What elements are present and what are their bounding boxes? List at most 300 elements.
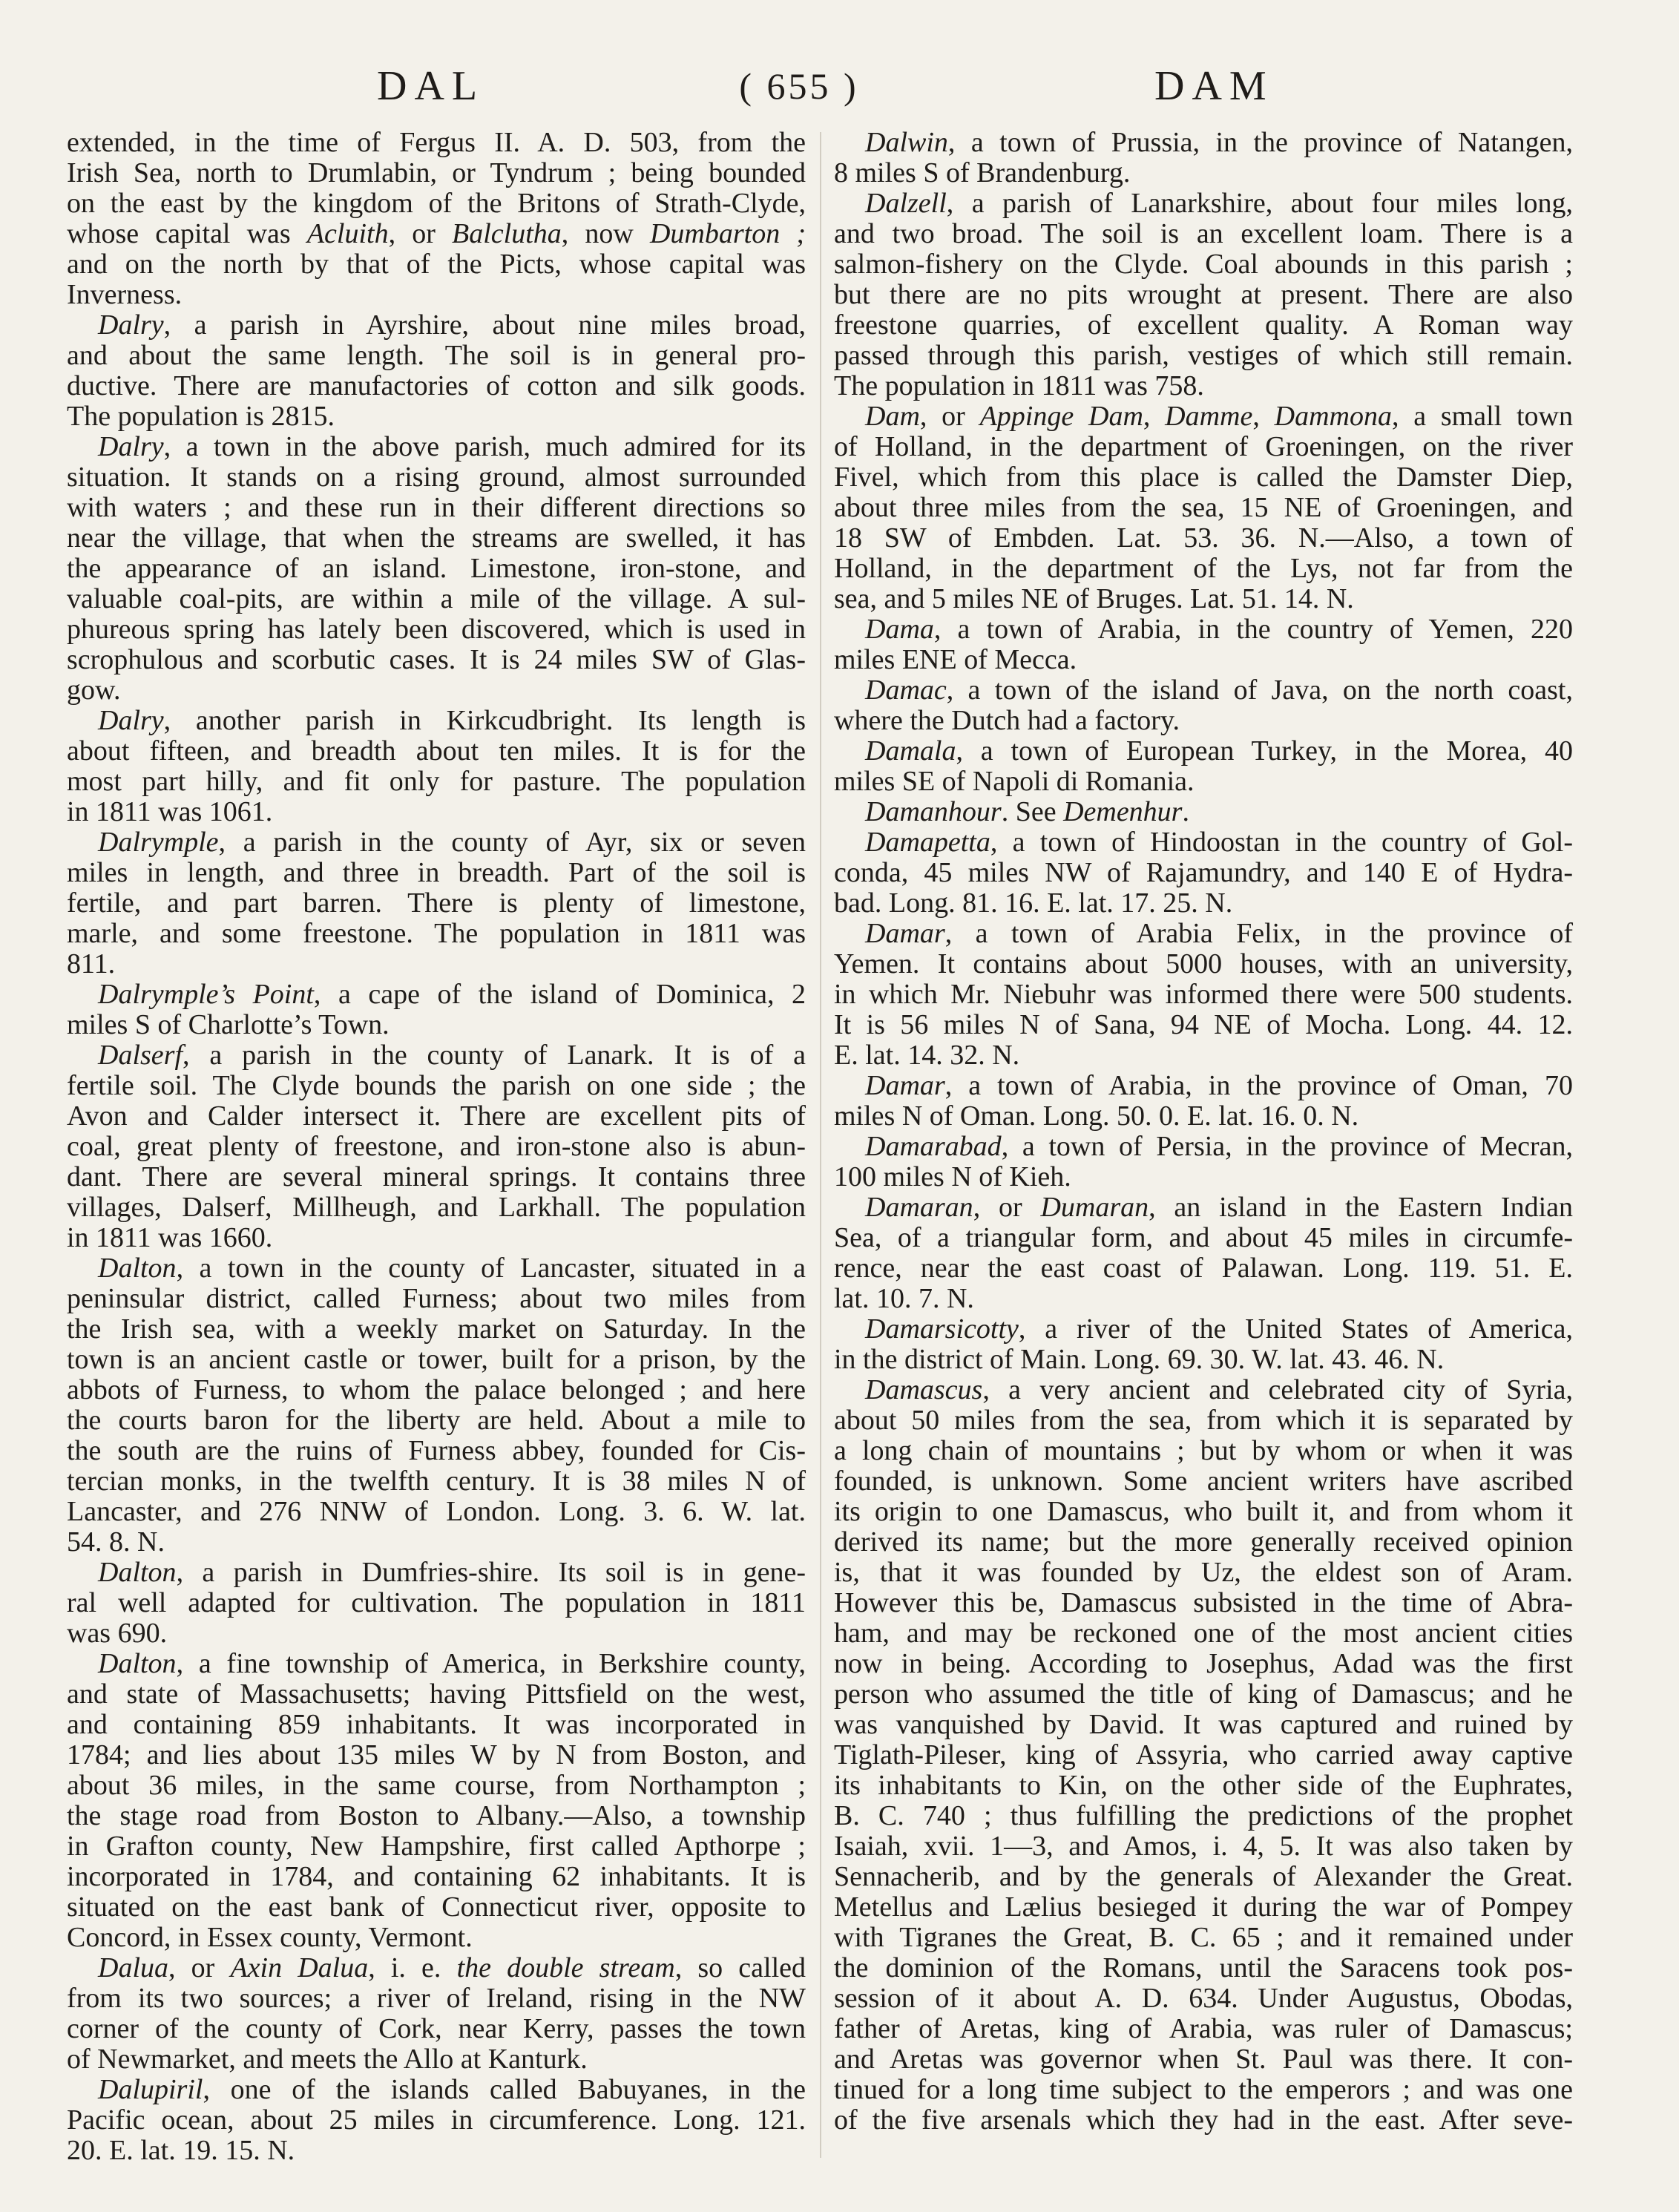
text-run: , another parish in Kirkcudbright. Its length is	[163, 705, 806, 736]
text-line	[834, 371, 1573, 401]
text-run: with Tigranes the Great, B. C. 65 ; and it remained under	[834, 1922, 1573, 1953]
text-run: miles ENE of Mecca.	[834, 644, 1077, 675]
entry-headword: Dama	[865, 614, 934, 645]
text-run: passed through this parish, vestiges of which still remain.	[834, 340, 1573, 371]
italic-text: Dumbarton ;	[649, 218, 806, 249]
text-line	[67, 280, 806, 310]
text-line	[67, 1558, 806, 1588]
text-run: is, that it was founded by Uz, the eldest son of Aram.	[834, 1557, 1573, 1588]
text-run: , a town in the county of Lancaster, situated in a	[176, 1253, 806, 1284]
gazetteer-entry	[67, 706, 806, 827]
text-line	[834, 1466, 1573, 1497]
text-run: The population in 1811 was 758.	[834, 370, 1204, 401]
text-line	[67, 432, 806, 462]
italic-text: Balclutha	[452, 218, 562, 249]
text-run: phureous spring has lately been discovered, which is used in	[67, 614, 806, 645]
text-run: miles SE of Napoli di Romania.	[834, 766, 1195, 797]
text-line	[834, 432, 1573, 462]
text-line	[834, 1436, 1573, 1466]
gazetteer-entry	[834, 128, 1573, 188]
text-run: father of Aretas, king of Arabia, was ruler of Damascus;	[834, 2013, 1573, 2044]
text-run: , a parish in the county of Lanark. It is of a	[183, 1040, 806, 1071]
text-run: person who assumed the title of king of Damascus; and he	[834, 1678, 1573, 1710]
entry-headword: Damarabad	[865, 1131, 1002, 1162]
text-run: marle, and some freestone. The population in 1811 was	[67, 918, 806, 949]
text-run: B. C. 740 ; thus fulfilling the predictions of the prophet	[834, 1800, 1573, 1831]
text-run: salmon-fishery on the Clyde. Coal abounds in this parish ;	[834, 249, 1573, 280]
text-run: ductive. There are manufactories of cotton and silk goods.	[67, 370, 806, 401]
text-line	[834, 1649, 1573, 1679]
text-run: miles in length, and three in breadth. Part of the soil is	[67, 857, 806, 888]
text-run: , or	[168, 1952, 231, 1983]
entry-headword: Damar	[865, 1070, 945, 1101]
gazetteer-entry	[834, 1192, 1573, 1314]
text-line	[834, 554, 1573, 584]
text-run: , an island in the Eastern Indian	[1149, 1192, 1574, 1223]
text-line	[834, 614, 1573, 645]
text-line	[67, 1405, 806, 1436]
italic-text: Dammona	[1274, 401, 1392, 432]
text-run: Metellus and Lælius besieged it during the war of Pompey	[834, 1891, 1573, 1923]
text-line	[834, 1405, 1573, 1436]
text-run: However this be, Damascus subsisted in the time of Abra-	[834, 1587, 1573, 1618]
text-run: valuable coal-pits, are within a mile of the village. A sul-	[67, 583, 806, 614]
text-line	[67, 675, 806, 706]
text-run: the courts baron for the liberty are held. About a mile to	[67, 1405, 806, 1436]
text-run: near the village, that when the streams are swelled, it has	[67, 522, 806, 554]
text-line	[67, 1345, 806, 1375]
entry-headword: Dalry	[98, 309, 164, 341]
text-line	[834, 1192, 1573, 1223]
text-run: corner of the county of Cork, near Kerry, passes the town	[67, 2013, 806, 2044]
text-run: , a parish of Lanarkshire, about four miles long,	[946, 188, 1573, 219]
text-line	[67, 128, 806, 158]
gazetteer-entry	[834, 1071, 1573, 1132]
text-line	[67, 493, 806, 523]
text-run: , now	[561, 218, 650, 249]
text-line	[834, 2075, 1573, 2105]
text-run: , a cape of the island of Dominica, 2	[313, 979, 806, 1010]
text-run: with waters ; and these run in their different directions so	[67, 492, 806, 523]
text-run: session of it about A. D. 634. Under Augustus, Obodas,	[834, 1983, 1573, 2014]
column-rule	[820, 132, 821, 2158]
text-line	[67, 1831, 806, 1862]
text-run: Yemen. It contains about 5000 houses, with an university,	[834, 948, 1573, 979]
text-run: , a town of Hindoostan in the country of Gol-	[990, 827, 1573, 858]
text-run: the appearance of an island. Limestone, iron-stone, and	[67, 553, 806, 584]
text-run: the Irish sea, with a weekly market on Saturday. In the	[67, 1313, 806, 1345]
text-run: was vanquished by David. It was captured and ruined by	[834, 1709, 1573, 1740]
text-line	[67, 1162, 806, 1192]
text-run: Irish Sea, north to Drumlabin, or Tyndrum ; being bounded	[67, 157, 806, 188]
text-line	[834, 1710, 1573, 1740]
text-line	[834, 1132, 1573, 1162]
gazetteer-entry	[67, 1953, 806, 2075]
text-line	[834, 341, 1573, 371]
text-run: , a town of Persia, in the province of Mecran,	[1001, 1131, 1573, 1162]
text-run: 100 miles N of Kieh.	[834, 1161, 1071, 1192]
text-run: abbots of Furness, to whom the palace belonged ; and here	[67, 1374, 806, 1405]
text-line	[67, 1983, 806, 2014]
text-run: Inverness.	[67, 279, 183, 310]
text-run: villages, Dalserf, Millheugh, and Larkhall. The population	[67, 1192, 806, 1223]
text-run: , i. e.	[368, 1952, 457, 1983]
gazetteer-entry	[67, 1558, 806, 1649]
text-line	[834, 1831, 1573, 1862]
gazetteer-entry	[834, 401, 1573, 614]
text-run: about fifteen, and breadth about ten miles. It is for the	[67, 735, 806, 767]
text-line	[67, 1770, 806, 1801]
text-run: , so called	[674, 1952, 806, 1983]
text-line	[834, 249, 1573, 280]
text-line	[67, 1223, 806, 1253]
text-line	[834, 310, 1573, 341]
text-line	[67, 2075, 806, 2105]
text-line	[67, 888, 806, 919]
text-run: E. lat. 14. 32. N.	[834, 1040, 1020, 1071]
text-run: and containing 859 inhabitants. It was incorporated in	[67, 1709, 806, 1740]
text-run: of Holland, in the department of Groeningen, on the river	[834, 431, 1573, 462]
text-run: was 690.	[67, 1618, 168, 1649]
text-run: lat. 10. 7. N.	[834, 1283, 974, 1314]
text-run: Tiglath-Pileser, king of Assyria, who carried away captive	[834, 1739, 1573, 1770]
text-run: extended, in the time of Fergus II. A. D. 503, from the	[67, 127, 806, 158]
text-run: Sennacherib, and by the generals of Alexander the Great.	[834, 1861, 1573, 1892]
text-run: in Grafton county, New Hampshire, first called Apthorpe ;	[67, 1831, 806, 1862]
text-line	[67, 1071, 806, 1101]
text-line	[67, 645, 806, 675]
text-run: on the east by the kingdom of the Britons of Strath-Clyde,	[67, 188, 806, 219]
text-line	[67, 1527, 806, 1558]
text-run: Holland, in the department of the Lys, not far from the	[834, 553, 1573, 584]
text-run: , a fine township of America, in Berkshire county,	[176, 1648, 806, 1679]
text-line	[67, 584, 806, 614]
text-line	[834, 1588, 1573, 1618]
text-line	[834, 1892, 1573, 1923]
italic-text: Axin Dalua	[230, 1952, 369, 1983]
text-line	[67, 1132, 806, 1162]
text-line	[67, 1740, 806, 1770]
text-run: rence, near the east coast of Palawan. Long. 119. 51. E.	[834, 1253, 1573, 1284]
text-run: its origin to one Damascus, who built it, and from whom it	[834, 1496, 1573, 1527]
gazetteer-entry	[834, 827, 1573, 919]
text-line	[834, 2105, 1573, 2136]
text-run: conda, 45 miles NW of Rajamundry, and 140 E of Hydra-	[834, 857, 1573, 888]
text-line	[834, 1527, 1573, 1558]
text-line	[67, 1253, 806, 1284]
text-run: incorporated in 1784, and containing 62 inhabitants. It is	[67, 1861, 806, 1892]
text-line	[67, 1010, 806, 1040]
text-line	[67, 249, 806, 280]
text-run: , or	[919, 401, 980, 432]
entry-headword: Dalry	[98, 705, 164, 736]
text-run: Sea, of a triangular form, and about 45 miles in circumfe-	[834, 1222, 1573, 1253]
text-run: situated on the east bank of Connecticut river, opposite to	[67, 1891, 806, 1923]
text-line	[67, 1892, 806, 1923]
text-run: and Aretas was governor when St. Paul was there. It con-	[834, 2044, 1573, 2075]
text-line	[834, 1071, 1573, 1101]
text-line	[67, 1862, 806, 1892]
gazetteer-entry	[67, 1649, 806, 1953]
text-run: and two broad. The soil is an excellent loam. There is a	[834, 218, 1573, 249]
gazetteer-entry	[834, 675, 1573, 736]
entry-headword: Damala	[865, 735, 956, 767]
entry-headword: Dalzell	[865, 188, 947, 219]
text-line	[834, 645, 1573, 675]
text-line	[67, 919, 806, 949]
running-head-right: DAM	[1154, 63, 1274, 109]
text-run: , a river of the United States of America,	[1018, 1313, 1573, 1345]
text-run: ral well adapted for cultivation. The population in 1811	[67, 1587, 806, 1618]
text-line	[67, 1588, 806, 1618]
text-run: in 1811 was 1660.	[67, 1222, 273, 1253]
gazetteer-entry	[67, 310, 806, 432]
text-line	[834, 128, 1573, 158]
entry-headword: Damascus	[865, 1374, 983, 1405]
gazetteer-entry	[67, 1253, 806, 1558]
text-line	[834, 2014, 1573, 2044]
entry-headword: Dalua	[98, 1952, 168, 1983]
text-line	[834, 584, 1573, 614]
entry-headword: Dalton	[98, 1557, 177, 1588]
gazetteer-entry	[67, 2075, 806, 2166]
text-run: , a small town	[1391, 401, 1573, 432]
text-line	[67, 797, 806, 827]
text-line	[834, 919, 1573, 949]
text-line	[834, 797, 1573, 827]
text-run: Lancaster, and 276 NNW of London. Long. 3. 6. W. lat.	[67, 1496, 806, 1527]
text-line	[834, 462, 1573, 493]
text-line	[834, 979, 1573, 1010]
entry-headword: Dalton	[98, 1648, 177, 1679]
text-line	[834, 493, 1573, 523]
text-line	[67, 706, 806, 736]
text-line	[67, 1497, 806, 1527]
text-line	[834, 1223, 1573, 1253]
text-line	[834, 736, 1573, 767]
text-run: It is 56 miles N of Sana, 94 NE of Mocha. Long. 44. 12.	[834, 1009, 1573, 1040]
text-line	[834, 1010, 1573, 1040]
text-line	[834, 1101, 1573, 1132]
text-run: , a very ancient and celebrated city of Syria,	[982, 1374, 1573, 1405]
text-run: tinued for a long time subject to the emperors ; and was one	[834, 2074, 1573, 2105]
entry-headword: Damanhour	[865, 796, 1002, 827]
text-run: . See	[1001, 796, 1064, 827]
text-run: miles N of Oman. Long. 50. 0. E. lat. 16. 0. N.	[834, 1100, 1359, 1132]
text-line	[67, 158, 806, 188]
entry-headword: Damaran	[865, 1192, 973, 1223]
gazetteer-entry	[834, 1375, 1573, 2136]
text-line	[834, 1801, 1573, 1831]
text-line	[834, 1923, 1573, 1953]
text-run: peninsular district, called Furness; about two miles from	[67, 1283, 806, 1314]
text-line	[834, 1953, 1573, 1983]
gazetteer-entry	[834, 797, 1573, 827]
text-run: scrophulous and scorbutic cases. It is 24 miles SW of Glas-	[67, 644, 806, 675]
entry-headword: Damar	[865, 918, 945, 949]
entry-headword: Dalwin	[865, 127, 948, 158]
text-run: bad. Long. 81. 16. E. lat. 17. 25. N.	[834, 887, 1233, 919]
text-line	[834, 949, 1573, 979]
text-line	[834, 1314, 1573, 1345]
text-run: , a parish in Ayrshire, about nine miles broad,	[163, 309, 806, 341]
text-line	[67, 554, 806, 584]
entry-headword: Dalrymple’s Point	[98, 979, 314, 1010]
text-line	[834, 219, 1573, 249]
entry-headword: Dalton	[98, 1253, 177, 1284]
text-line	[834, 2044, 1573, 2075]
text-line	[67, 1375, 806, 1405]
text-run: in the district of Main. Long. 69. 30. W. lat. 43. 46. N.	[834, 1344, 1445, 1375]
text-run: freestone quarries, of excellent quality. A Roman way	[834, 309, 1573, 341]
text-line	[67, 2136, 806, 2166]
text-line	[834, 280, 1573, 310]
text-line	[67, 1618, 806, 1649]
text-line	[67, 1923, 806, 1953]
entry-headword: Dalry	[98, 431, 164, 462]
text-line	[67, 1649, 806, 1679]
gazetteer-entry	[834, 736, 1573, 797]
text-run: whose capital was	[67, 218, 307, 249]
text-line	[834, 1862, 1573, 1892]
text-line	[67, 1679, 806, 1710]
text-line	[67, 827, 806, 858]
text-run: Avon and Calder intersect it. There are excellent pits of	[67, 1100, 806, 1132]
text-line	[67, 219, 806, 249]
italic-text: Acluith	[306, 218, 389, 249]
text-run: fertile, and part barren. There is plenty of limestone,	[67, 887, 806, 919]
text-run: , or	[973, 1192, 1041, 1223]
text-line	[67, 949, 806, 979]
text-line	[834, 188, 1573, 219]
entry-headword: Damapetta	[865, 827, 990, 858]
text-line	[834, 1679, 1573, 1710]
text-run: , a town of European Turkey, in the Morea, 40	[956, 735, 1573, 767]
text-run: the stage road from Boston to Albany.—Also, a township	[67, 1800, 806, 1831]
text-line	[67, 1466, 806, 1497]
text-run: Concord, in Essex county, Vermont.	[67, 1922, 473, 1953]
text-run: and about the same length. The soil is in general pro-	[67, 340, 806, 371]
text-line	[67, 1801, 806, 1831]
text-line	[834, 1284, 1573, 1314]
text-run: the dominion of the Romans, until the Saracens took pos-	[834, 1952, 1573, 1983]
text-run: of the five arsenals which they had in the east. After seve-	[834, 2104, 1573, 2136]
italic-text: Demenhur	[1063, 796, 1183, 827]
gazetteer-entry	[67, 128, 806, 310]
gazetteer-entry	[834, 1132, 1573, 1192]
text-line	[67, 371, 806, 401]
text-run: 1784; and lies about 135 miles W by N from Boston, and	[67, 1739, 806, 1770]
gazetteer-entry	[67, 979, 806, 1040]
text-run: Pacific ocean, about 25 miles in circumference. Long. 121.	[67, 2104, 806, 2136]
text-run: , a town of Arabia, in the province of Oman, 70	[944, 1070, 1573, 1101]
text-run: founded, is unknown. Some ancient writers have ascribed	[834, 1466, 1573, 1497]
text-line	[834, 1558, 1573, 1588]
text-run: , a town in the above parish, much admired for its	[163, 431, 806, 462]
text-line	[834, 1983, 1573, 2014]
text-run: Fivel, which from this place is called the Damster Diep,	[834, 462, 1573, 493]
italic-text: Appinge Dam	[979, 401, 1143, 432]
text-line	[67, 1192, 806, 1223]
gazetteer-entry	[834, 614, 1573, 675]
gazetteer-entry	[67, 1040, 806, 1253]
text-run: about 36 miles, in the same course, from Northampton ;	[67, 1770, 806, 1801]
text-line	[834, 858, 1573, 888]
text-line	[834, 1253, 1573, 1284]
entry-headword: Dam	[865, 401, 920, 432]
text-run: , or	[388, 218, 453, 249]
text-line	[67, 188, 806, 219]
text-run: dant. There are several mineral springs. It contains three	[67, 1161, 806, 1192]
gazetteer-entry	[834, 919, 1573, 1071]
text-line	[67, 1284, 806, 1314]
text-run: the south are the ruins of Furness abbey, founded for Cis-	[67, 1435, 806, 1466]
text-line	[834, 523, 1573, 554]
italic-text: Damme	[1165, 401, 1253, 432]
text-run: 54. 8. N.	[67, 1526, 165, 1558]
entry-headword: Dalrymple	[98, 827, 219, 858]
text-run: , a town of Arabia, in the country of Yemen, 220	[933, 614, 1573, 645]
gazetteer-entry	[834, 188, 1573, 401]
text-run: in 1811 was 1061.	[67, 796, 273, 827]
text-run: coal, great plenty of freestone, and iron-stone also is abun-	[67, 1131, 806, 1162]
entry-headword: Damarsicotty	[865, 1313, 1019, 1345]
text-line	[67, 979, 806, 1010]
left-column	[67, 128, 806, 2166]
text-run: town is an ancient castle or tower, built for a prison, by the	[67, 1344, 806, 1375]
text-line	[67, 310, 806, 341]
page-number: ( 655 )	[739, 65, 859, 107]
text-run: , a town of the island of Java, on the north coast,	[946, 675, 1573, 706]
text-run: Isaiah, xvii. 1—3, and Amos, i. 4, 5. It was also taken by	[834, 1831, 1573, 1862]
text-run: , a town of Prussia, in the province of Natangen,	[947, 127, 1573, 158]
text-run: 18 SW of Embden. Lat. 53. 36. N.—Also, a town of	[834, 522, 1573, 554]
text-run: about 50 miles from the sea, from which it is separated by	[834, 1405, 1573, 1436]
gazetteer-entry	[67, 432, 806, 706]
text-run: , a town of Arabia Felix, in the province of	[944, 918, 1573, 949]
text-run: and state of Massachusetts; having Pittsfield on the west,	[67, 1678, 806, 1710]
text-run: and on the north by that of the Picts, whose capital was	[67, 249, 806, 280]
text-line	[834, 1770, 1573, 1801]
text-line	[67, 736, 806, 767]
text-line	[67, 858, 806, 888]
text-line	[834, 706, 1573, 736]
text-line	[834, 158, 1573, 188]
text-line	[834, 1345, 1573, 1375]
text-line	[834, 401, 1573, 432]
text-line	[67, 767, 806, 797]
text-run: now in being. According to Josephus, Adad was the first	[834, 1648, 1573, 1679]
gazetteer-entry	[834, 1314, 1573, 1375]
text-line	[834, 1497, 1573, 1527]
text-line	[834, 1618, 1573, 1649]
text-run: ham, and may be reckoned one of the most ancient cities	[834, 1618, 1573, 1649]
text-line	[834, 767, 1573, 797]
text-run: derived its name; but the more generally received opinion	[834, 1526, 1573, 1558]
text-line	[834, 1375, 1573, 1405]
text-line	[834, 1740, 1573, 1770]
text-line	[67, 1953, 806, 1983]
text-run: ,	[1252, 401, 1275, 432]
text-run: but there are no pits wrought at present. There are also	[834, 279, 1573, 310]
text-run: fertile soil. The Clyde bounds the parish on one side ; the	[67, 1070, 806, 1101]
text-run: 811.	[67, 948, 116, 979]
text-line	[67, 1101, 806, 1132]
text-line	[834, 1040, 1573, 1071]
text-run: from its two sources; a river of Ireland, rising in the NW	[67, 1983, 806, 2014]
text-run: about three miles from the sea, 15 NE of Groeningen, and	[834, 492, 1573, 523]
entry-headword: Damac	[865, 675, 947, 706]
